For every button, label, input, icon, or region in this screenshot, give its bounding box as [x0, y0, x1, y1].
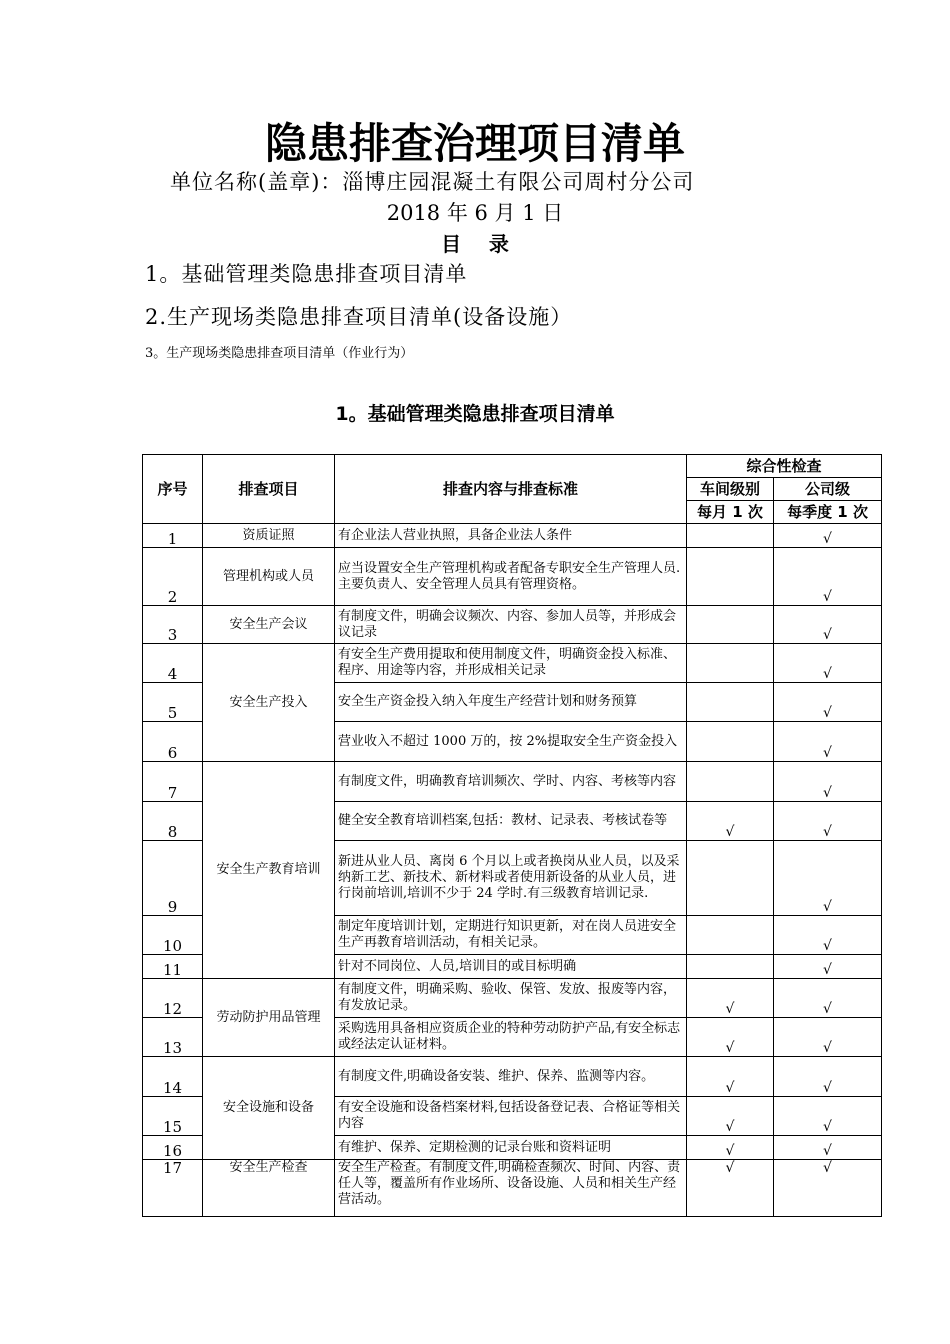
- page-title: 隐患排查治理项目清单: [264, 119, 685, 168]
- header-content: 排查内容与排查标准: [335, 455, 687, 524]
- row-company-check: √: [774, 979, 882, 1018]
- row-number: 17: [143, 1160, 203, 1217]
- header-workshop-level: 车间级别: [687, 478, 774, 501]
- section-title: 1。基础管理类隐患排查项目清单: [335, 403, 615, 425]
- row-content: 有制度文件，明确会议频次、内容、参加人员等，并形成会议记录: [335, 606, 687, 644]
- row-company-check: √: [774, 1018, 882, 1057]
- header-company-level: 公司级: [774, 478, 882, 501]
- row-workshop-check: [687, 955, 774, 979]
- row-number: 14: [143, 1057, 203, 1097]
- toc-item-1: 1。基础管理类隐患排查项目清单: [145, 262, 468, 286]
- row-number: 7: [143, 762, 203, 802]
- checklist-table: [142, 454, 882, 1217]
- row-workshop-check: √: [687, 802, 774, 841]
- row-item: 安全生产教育培训: [203, 762, 335, 979]
- toc-item-3: 3。生产现场类隐患排查项目清单（作业行为）: [145, 346, 414, 361]
- row-item: 安全生产会议: [203, 606, 335, 644]
- table-row: [143, 762, 882, 802]
- row-item: 安全设施和设备: [203, 1057, 335, 1160]
- row-workshop-check: √: [687, 1018, 774, 1057]
- row-item: 安全生产检查: [203, 1160, 335, 1217]
- row-number: 11: [143, 955, 203, 979]
- row-number: 8: [143, 802, 203, 841]
- row-number: 13: [143, 1018, 203, 1057]
- row-content: 有企业法人营业执照，具备企业法人条件: [335, 524, 687, 548]
- row-company-check: √: [774, 644, 882, 683]
- header-company-frequency: 每季度 1 次: [774, 501, 882, 524]
- row-content: 有制度文件，明确采购、验收、保管、发放、报废等内容，有发放记录。: [335, 979, 687, 1018]
- row-company-check: √: [774, 1057, 882, 1097]
- row-workshop-check: [687, 762, 774, 802]
- row-number: 4: [143, 644, 203, 683]
- row-company-check: √: [774, 1097, 882, 1136]
- header-workshop-frequency: 每月 1 次: [687, 501, 774, 524]
- row-content: 有安全生产费用提取和使用制度文件，明确资金投入标准、程序、用途等内容，并形成相关记录: [335, 644, 687, 683]
- row-content: 健全安全教育培训档案,包括：教材、记录表、考核试卷等: [335, 802, 687, 841]
- row-content: 营业收入不超过 1000 万的，按 2%提取安全生产资金投入: [335, 722, 687, 762]
- row-item: 资质证照: [203, 524, 335, 548]
- row-workshop-check: [687, 722, 774, 762]
- row-number: 9: [143, 841, 203, 916]
- row-workshop-check: [687, 548, 774, 606]
- header-item: 排查项目: [203, 455, 335, 524]
- row-item: 安全生产投入: [203, 644, 335, 762]
- row-company-check: √: [774, 916, 882, 955]
- row-content: 采购选用具备相应资质企业的特种劳动防护产品,有安全标志或经法定认证材料。: [335, 1018, 687, 1057]
- row-number: 3: [143, 606, 203, 644]
- row-content: 有维护、保养、定期检测的记录台账和资料证明: [335, 1136, 687, 1160]
- header-no: 序号: [143, 455, 203, 524]
- row-company-check: √: [774, 1160, 882, 1217]
- row-company-check: √: [774, 524, 882, 548]
- row-company-check: √: [774, 606, 882, 644]
- toc-item-2: 2.生产现场类隐患排查项目清单(设备设施）: [145, 305, 573, 329]
- row-content: 安全生产资金投入纳入年度生产经营计划和财务预算: [335, 683, 687, 722]
- table-row: [143, 548, 882, 606]
- table-row: [143, 524, 882, 548]
- row-content: 制定年度培训计划，定期进行知识更新，对在岗人员进安全生产再教育培训活动，有相关记录。: [335, 916, 687, 955]
- row-number: 10: [143, 916, 203, 955]
- row-content: 有制度文件,明确设备安装、维护、保养、监测等内容。: [335, 1057, 687, 1097]
- table-row: [143, 979, 882, 1018]
- row-company-check: √: [774, 1136, 882, 1160]
- row-workshop-check: [687, 841, 774, 916]
- row-company-check: √: [774, 722, 882, 762]
- table-row: [143, 1160, 882, 1217]
- row-workshop-check: [687, 606, 774, 644]
- row-number: 1: [143, 524, 203, 548]
- table-row: [143, 644, 882, 683]
- row-workshop-check: [687, 683, 774, 722]
- row-workshop-check: [687, 644, 774, 683]
- row-workshop-check: √: [687, 1136, 774, 1160]
- table-row: [143, 606, 882, 644]
- row-content: 有安全设施和设备档案材料,包括设备登记表、合格证等相关内容: [335, 1097, 687, 1136]
- row-company-check: √: [774, 548, 882, 606]
- row-workshop-check: √: [687, 1057, 774, 1097]
- row-number: 6: [143, 722, 203, 762]
- row-number: 2: [143, 548, 203, 606]
- header-comprehensive-check: 综合性检查: [687, 455, 882, 478]
- row-content: 安全生产检查。有制度文件,明确检查频次、时间、内容、责任人等，覆盖所有作业场所、设备设施、人员和相关生产经营活动。: [335, 1160, 687, 1217]
- row-content: 有制度文件，明确教育培训频次、学时、内容、考核等内容: [335, 762, 687, 802]
- row-number: 15: [143, 1097, 203, 1136]
- row-company-check: √: [774, 802, 882, 841]
- row-workshop-check: √: [687, 1160, 774, 1217]
- row-content: 针对不同岗位、人员,培训目的或目标明确: [335, 955, 687, 979]
- row-company-check: √: [774, 955, 882, 979]
- row-item: 劳动防护用品管理: [203, 979, 335, 1057]
- row-number: 12: [143, 979, 203, 1018]
- row-company-check: √: [774, 762, 882, 802]
- row-content: 应当设置安全生产管理机构或者配备专职安全生产管理人员.主要负责人、安全管理人员具有管理资格。: [335, 548, 687, 606]
- row-workshop-check: [687, 524, 774, 548]
- toc-heading: 目 录: [441, 232, 509, 256]
- unit-name-line: 单位名称(盖章)：淄博庄园混凝土有限公司周村分公司: [170, 170, 695, 194]
- row-number: 16: [143, 1136, 203, 1160]
- table-row: [143, 1057, 882, 1097]
- row-workshop-check: √: [687, 1097, 774, 1136]
- row-company-check: √: [774, 683, 882, 722]
- row-item: 管理机构或人员: [203, 548, 335, 606]
- row-content: 新进从业人员、离岗 6 个月以上或者换岗从业人员，以及采纳新工艺、新技术、新材料或者使用新设备的从业人员，进行岗前培训,培训不少于 24 学时.有三级教育培训记录.: [335, 841, 687, 916]
- document-date: 2018 年 6 月 1 日: [386, 201, 564, 225]
- row-company-check: √: [774, 841, 882, 916]
- row-workshop-check: [687, 916, 774, 955]
- row-workshop-check: √: [687, 979, 774, 1018]
- row-number: 5: [143, 683, 203, 722]
